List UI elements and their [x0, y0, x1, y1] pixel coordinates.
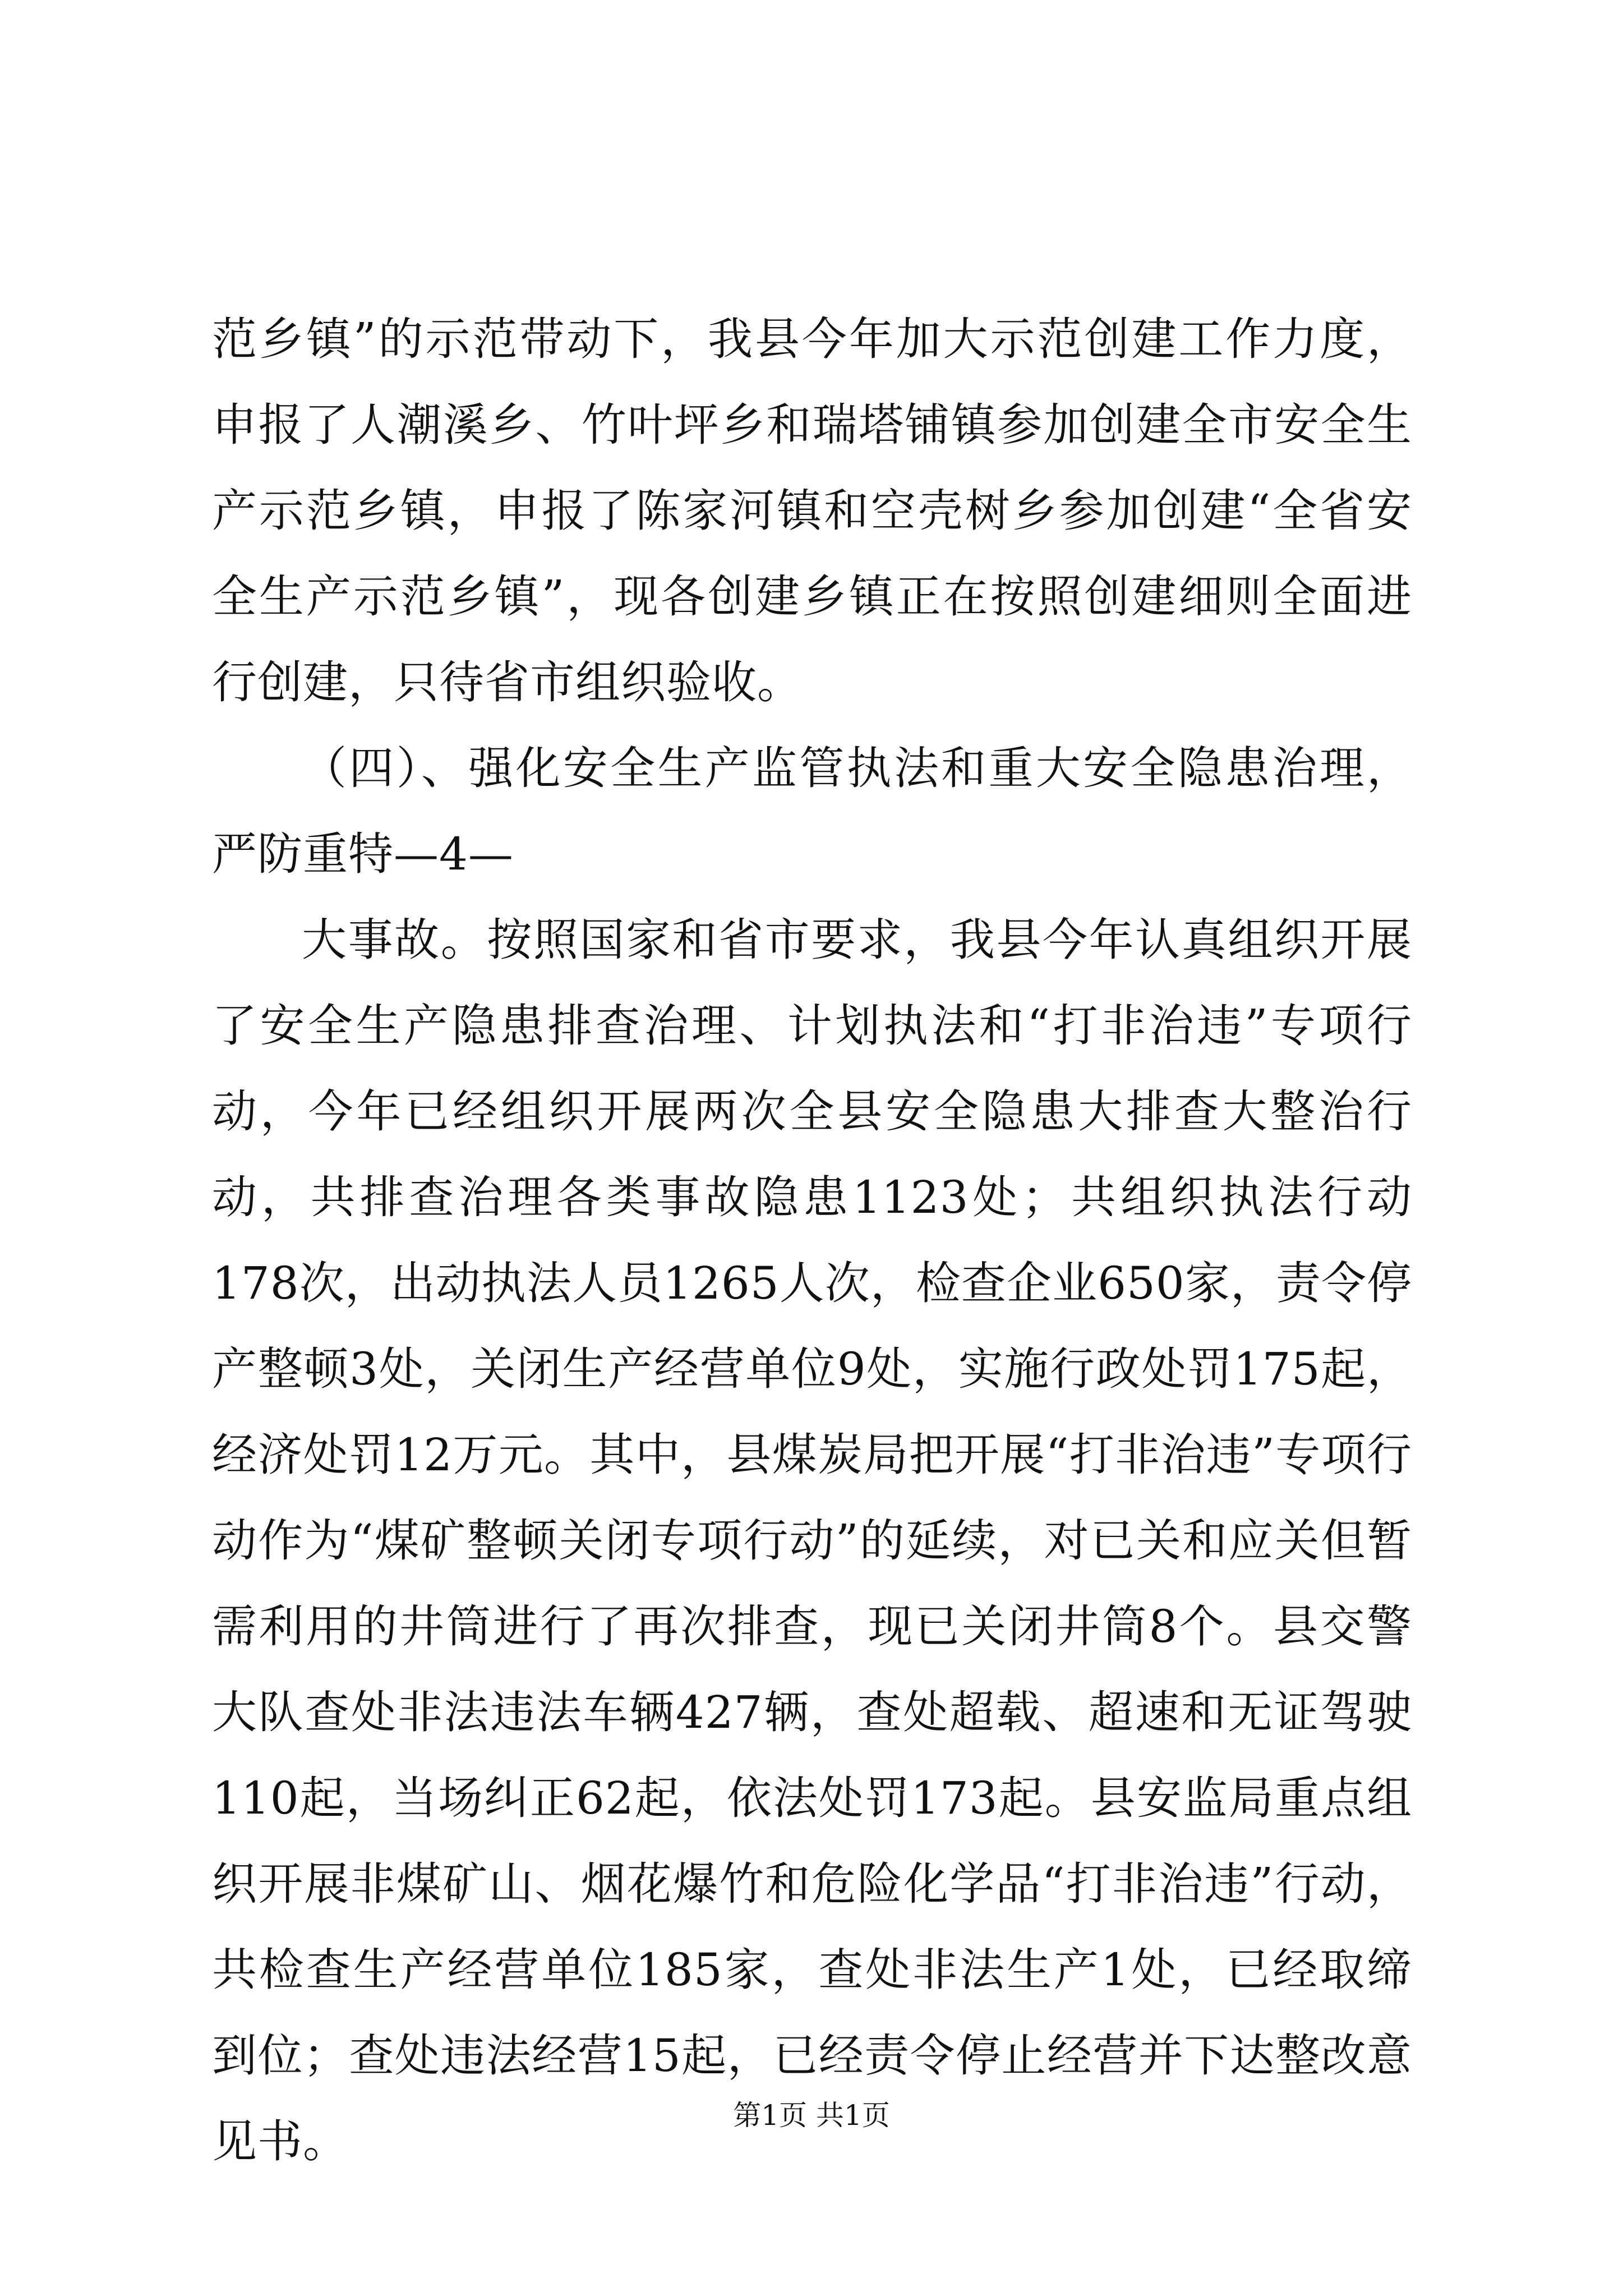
paragraph-section-four-heading: （四）、强化安全生产监管执法和重大安全隐患治理，严防重特—4—	[212, 742, 1412, 880]
page-footer: 第1页 共1页	[733, 2099, 890, 2132]
paragraph-continuation: 范乡镇”的示范带动下，我县今年加大示范创建工作力度，申报了人潮溪乡、竹叶坪乡和瑞塔铺镇参加创建全市安全生产示范乡镇，申报了陈家河镇和空壳树乡参加创建“全省安全生产示范乡镇”，现各创建乡镇正在按照创建细则全面进行创建，只待省市组织验收。	[212, 313, 1412, 708]
document-body	[212, 296, 1412, 2184]
paragraph-enforcement-details: 大事故。按照国家和省市要求，我县今年认真组织开展了安全生产隐患排查治理、计划执法和“打非治违”专项行动，今年已经组织开展两次全县安全隐患大排查大整治行动，共排查治理各类事故隐患1123处；共组织执法行动178次，出动执法人员1265人次，检查企业650家，责令停产整顿3处，关闭生产经营单位9处，实施行政处罚175起，经济处罚12万元。其中，县煤炭局把开展“打非治违”专项行动作为“煤矿整顿关闭专项行动”的延续，对已关和应关但暂需利用的井筒进行了再次排查，现已关闭井筒8个。县交警大队查处非法违法车辆427辆，查处超载、超速和无证驾驶110起，当场纠正62起，依法处罚173起。县安监局重点组织开展非煤矿山、烟花爆竹和危险化学品“打非治违”行动，共检查生产经营单位185家，查处非法生产1处，已经取缔到位；查处违法经营15起，已经责令停止经营并下达整改意见书。	[212, 914, 1412, 2168]
